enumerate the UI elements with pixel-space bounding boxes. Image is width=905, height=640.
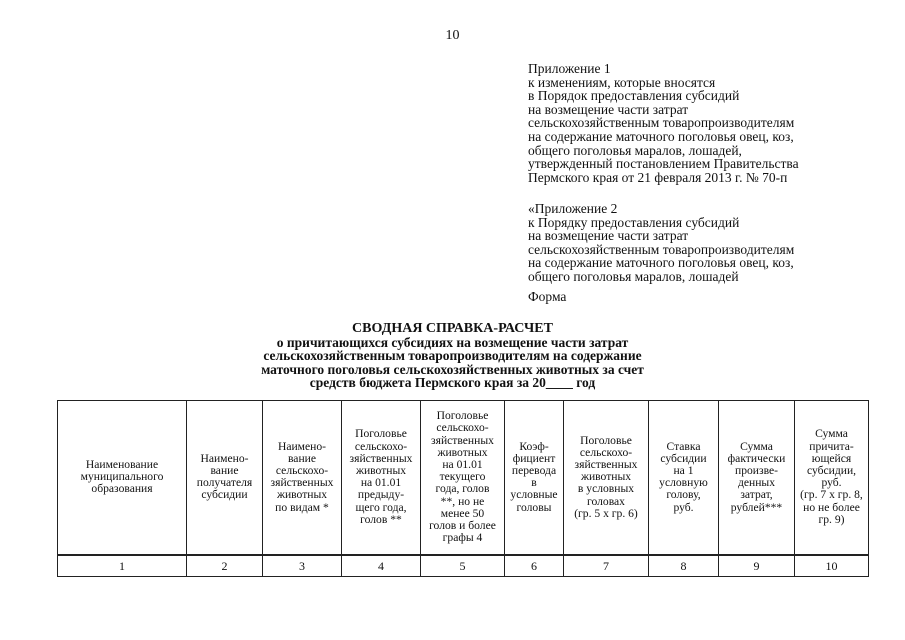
column-number-cell: 5	[421, 555, 505, 577]
document-title-main: СВОДНАЯ СПРАВКА-РАСЧЕТ	[352, 321, 553, 336]
column-number-cell: 10	[795, 555, 869, 577]
appendix-1-line: общего поголовья маралов, лошадей,	[528, 142, 742, 158]
header-subsidy-amount: Сумма причита- ющейся субсидии, руб. (гр. 7 х гр. 8, но не более гр. 9)	[800, 427, 863, 526]
document-title	[0, 321, 905, 390]
column-number-cell: 2	[187, 555, 263, 577]
appendix-2-line: сельскохозяйственным товаропроизводителям	[528, 241, 795, 257]
appendix-1-line: на возмещение части затрат	[528, 101, 689, 117]
appendix-1-line: к изменениям, которые вносятся	[528, 74, 716, 90]
appendix-2-block	[528, 202, 898, 284]
appendix-1-line: Приложение 1	[528, 61, 611, 76]
subsidy-form-table	[57, 400, 869, 577]
table-header-cell	[505, 401, 564, 555]
table-header-cell	[795, 401, 869, 555]
header-livestock-previous-year: Поголовье сельскохо- зяйственных животных на 01.01 предыду- щего года, голов **	[349, 427, 413, 526]
table-header-cell	[342, 401, 421, 555]
header-recipient: Наимено- вание получателя субсидии	[196, 451, 253, 502]
document-title-line: о причитающихся субсидиях на возмещение части затрат	[276, 335, 629, 350]
table-header-row	[58, 401, 869, 555]
table-header-cell	[719, 401, 795, 555]
document-title-line: маточного поголовья сельскохозяйственных животных за счет	[261, 361, 644, 377]
document-title-line: сельскохозяйственным товаропроизводителям на содержание	[263, 348, 642, 364]
table-header-cell	[421, 401, 505, 555]
column-number-cell: 1	[58, 555, 187, 577]
appendix-2-line: «Приложение 2	[528, 201, 618, 216]
appendix-1-line: утвержденный постановлением Правительства	[528, 156, 799, 172]
header-livestock-conventional: Поголовье сельскохо- зяйственных животных в условных головах (гр. 5 х гр. 6)	[574, 433, 638, 520]
table-header-cell	[187, 401, 263, 555]
appendix-1-line: на содержание маточного поголовья овец, коз,	[528, 128, 794, 144]
column-number-cell: 9	[719, 555, 795, 577]
appendix-1-block	[528, 62, 898, 184]
document-title-line: средств бюджета Пермского края за 20____ год	[309, 375, 596, 391]
form-label: Форма	[528, 289, 567, 304]
table-column-numbers-row	[58, 555, 869, 577]
column-number-cell: 8	[649, 555, 719, 577]
column-number-cell: 4	[342, 555, 421, 577]
header-animal-type: Наимено- вание сельскохо- зяйственных животных по видам *	[270, 439, 334, 514]
appendix-2-line: общего поголовья маралов, лошадей	[528, 268, 739, 284]
appendix-1-line: Пермского края от 21 февраля 2013 г. № 70-п	[528, 169, 788, 185]
column-number-cell: 3	[263, 555, 342, 577]
header-municipality: Наименование муниципального образования	[80, 457, 164, 496]
appendix-2-line: на возмещение части затрат	[528, 228, 689, 244]
header-livestock-current-year: Поголовье сельскохо- зяйственных животных на 01.01 текущего года, голов **, но не менее 50 голов и более графы 4	[429, 409, 496, 545]
column-number-cell: 7	[564, 555, 649, 577]
header-subsidy-rate: Ставка субсидии на 1 условную голову, руб.	[659, 439, 708, 514]
header-actual-costs: Сумма фактически произве- денных затрат, рублей***	[727, 439, 786, 514]
table-header-cell	[649, 401, 719, 555]
column-number-cell: 6	[505, 555, 564, 577]
page-number: 10	[445, 28, 460, 43]
appendix-1-line: сельскохозяйственным товаропроизводителям	[528, 115, 795, 131]
appendix-1-line: в Порядок предоставления субсидий	[528, 88, 740, 104]
table-header-cell	[58, 401, 187, 555]
appendix-2-line: на содержание маточного поголовья овец, коз,	[528, 255, 794, 271]
table-header-cell	[564, 401, 649, 555]
table-header-cell	[263, 401, 342, 555]
appendix-2-line: к Порядку предоставления субсидий	[528, 214, 740, 230]
header-conversion-coefficient: Коэф- фициент перевода в условные головы	[510, 439, 558, 514]
